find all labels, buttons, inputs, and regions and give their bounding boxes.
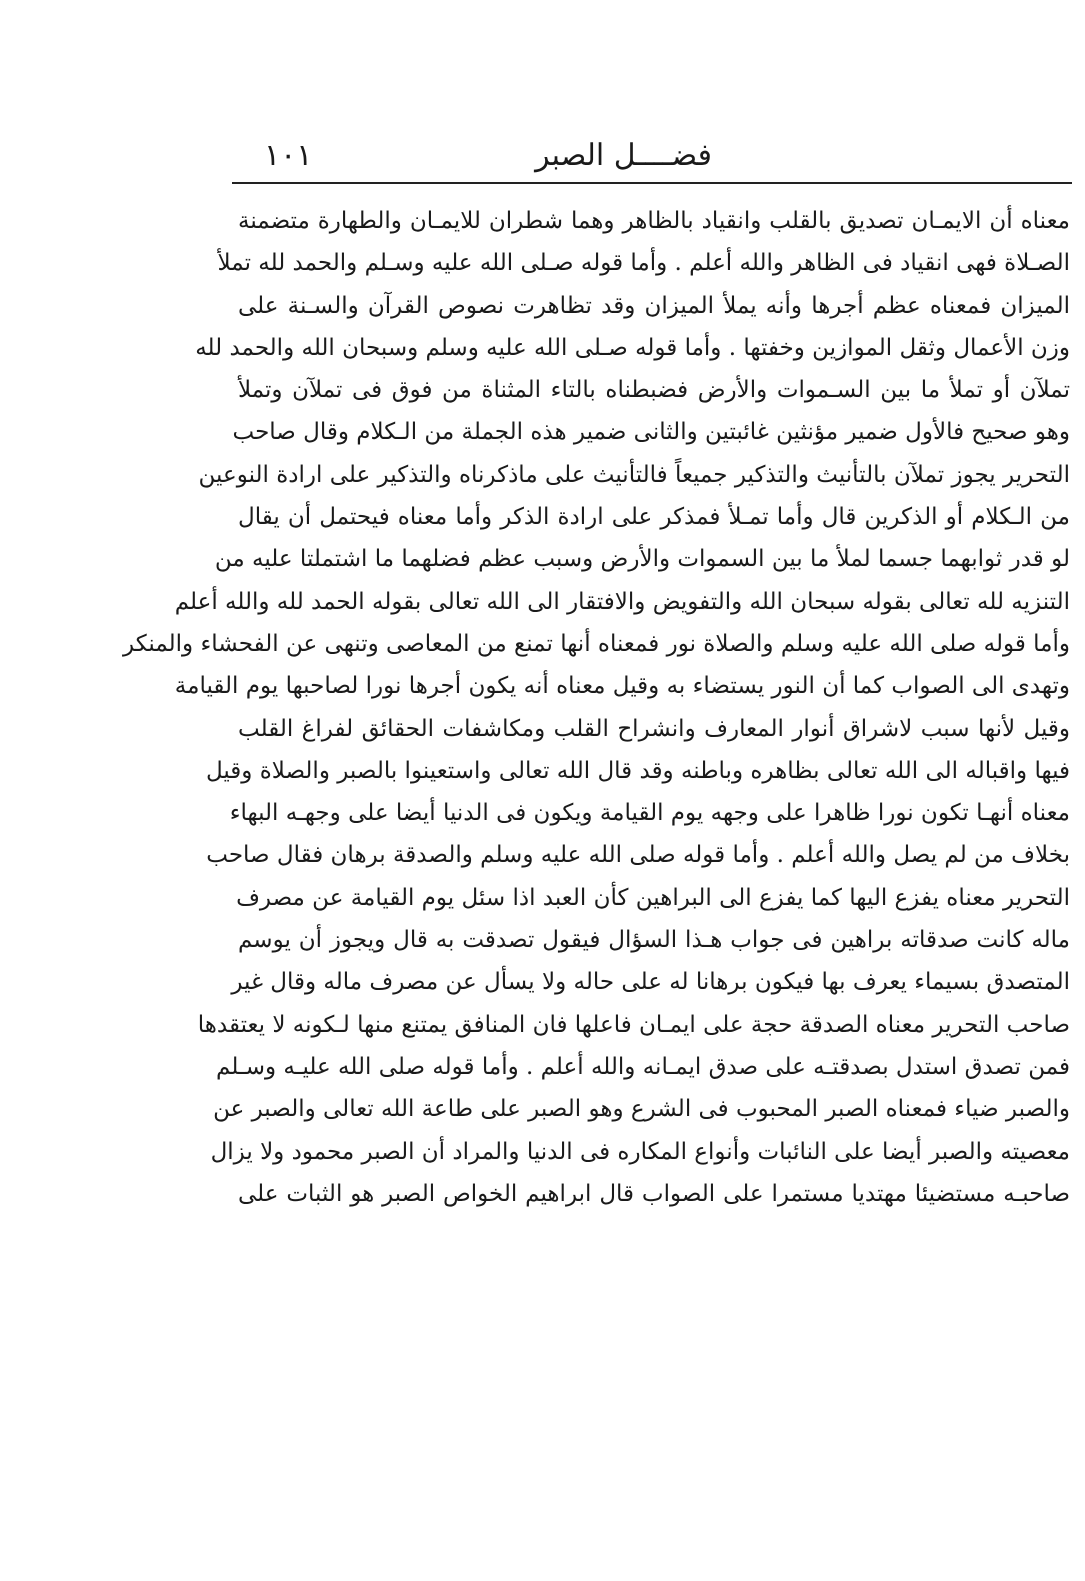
text-line: الميزان فمعناه عظم أجرها وأنه يملأ الميزان وقد تظاهرت نصوص القرآن والسـنة على (238, 292, 1070, 319)
text-line: تملآن أو تملأ ما بين السـموات والأرض فضبطناه بالتاء المثناة من فوق فى تملآن وتملأ (238, 377, 1070, 404)
body-text (123, 200, 1070, 1215)
text-line: وتهدى الى الصواب كما أن النور يستضاء به وقيل معناه أنه يكون أجرها نورا لصاحبها يوم القيامة (174, 673, 1070, 700)
text-line: وهو صحيح فالأول ضمير مؤنثين غائبتين والثانى ضمير هذه الجملة من الـكلام وقال صاحب (232, 419, 1070, 446)
text-line: فمن تصدق استدل بصدقتـه على صدق ايمـانه والله أعلم . وأما قوله صلى الله عليـه وسـلم (216, 1053, 1070, 1080)
text-line: معصيته والصبر أيضا على النائبات وأنواع المكاره فى الدنيا والمراد أن الصبر محمود ولا يزال (210, 1138, 1070, 1165)
text-line: والصبر ضياء فمعناه الصبر المحبوب فى الشرع وهو الصبر على طاعة الله تعالى والصبر عن (213, 1096, 1070, 1123)
text-line: التحرير معناه يفزع اليها كما يفزع الى البراهين كأن العبد اذا سئل يوم القيامة عن مصرف (236, 884, 1070, 911)
text-line: معناه أن الايمـان تصديق بالقلب وانقياد بالظاهر وهما شطران للايمـان والطهارة متضمنة (238, 208, 1070, 234)
running-header (236, 136, 1072, 176)
text-line: بخلاف من لم يصل والله أعلم . وأما قوله صلى الله عليه وسلم والصدقة برهان فقال صاحب (206, 842, 1070, 869)
text-line: فيها واقباله الى الله تعالى بظاهره وباطنه وقد قال الله تعالى واستعينوا بالصبر والصلاة وقيل (205, 757, 1070, 784)
header-divider (232, 182, 1072, 184)
text-line: لو قدر ثوابهما جسما لملأ ما بين السموات والأرض وسبب عظم فضلهما ما اشتملتا عليه من (214, 546, 1070, 573)
text-line: وأما قوله صلى الله عليه وسلم والصلاة نور فمعناه أنها تمنع من المعاصى وتنهى عن الفحشاء والمنكر (123, 630, 1070, 657)
text-line: معناه أنهـا تكون نورا ظاهرا على وجهه يوم القيامة ويكون فى الدنيا أيضا على وجهـه البهاء (229, 800, 1070, 827)
text-line: وزن الأعمال وثقل الموازين وخفتها . وأما قوله صـلى الله عليه وسلم وسبحان الله والحمد لله (195, 334, 1070, 361)
text-line: التنزيه لله تعالى بقوله سبحان الله والتفويض والافتقار الى الله تعالى بقوله الحمد لله والله أعلم (174, 588, 1070, 615)
text-line: صاحبـه مستضيئا مهتديا مستمرا على الصواب قال ابراهيم الخواص الصبر هو الثبات على (238, 1180, 1070, 1207)
text-line: ماله كانت صدقاته براهين فى جواب هـذا السؤال فيقول تصدقت به قال ويجوز أن يوسم (238, 927, 1070, 954)
text-line: الصـلاة فهى انقياد فى الظاهر والله أعلم . وأما قوله صـلى الله عليه وسـلم والحمد لله تملأ (217, 250, 1070, 277)
chapter-title: فضــــل الصبر (535, 138, 712, 173)
text-line: وقيل لأنها سبب لاشراق أنوار المعارف وانشراح القلب ومكاشفات الحقائق لفراغ القلب (238, 715, 1070, 742)
text-line: من الـكلام أو الذكرين قال وأما تمـلأ فمذكر على ارادة الذكر وأما معناه فيحتمل أن يقال (238, 504, 1070, 531)
text-line: صاحب التحرير معناه الصدقة حجة على ايمـان فاعلها فان المنافق يمتنع منها لـكونه لا يعتقدها (197, 1011, 1070, 1038)
text-line: المتصدق بسيماء يعرف بها فيكون برهانا له على حاله ولا يسأل عن مصرف ماله وقال غير (231, 969, 1070, 996)
text-line: التحرير يجوز تملآن بالتأنيث والتذكير جميعاً فالتأنيث على ماذكرناه والتذكير على ارادة النوعين (198, 461, 1070, 488)
page-number: ١٠١ (264, 138, 313, 173)
